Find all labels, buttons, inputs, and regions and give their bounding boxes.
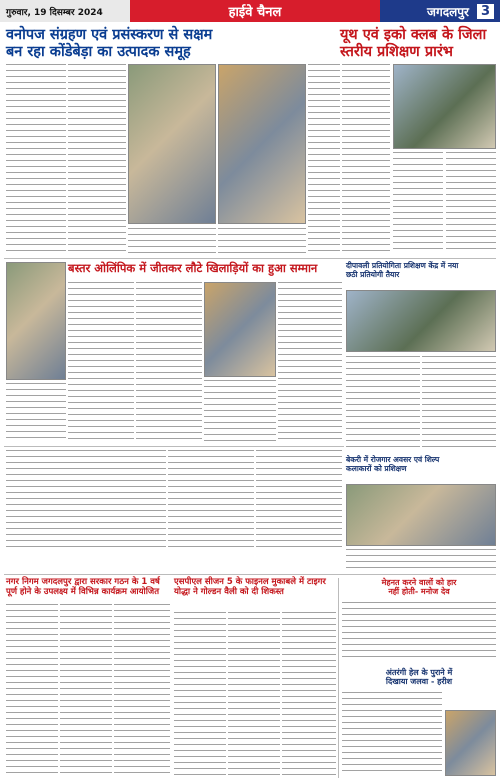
story-left-text <box>6 450 166 550</box>
story6-text-col2 <box>60 604 112 776</box>
masthead <box>0 0 500 22</box>
story1-caption-2 <box>218 228 306 256</box>
divider <box>4 574 496 575</box>
story6-text-col3 <box>114 604 170 776</box>
story4-headline-line1: दीपावली प्रतियोगिता प्रशिक्षण केंद्र में नया <box>346 261 459 270</box>
story4-headline-line2: छठी प्रतियोगी तैयार <box>346 269 400 279</box>
story5-headline-line1: बेकरी में रोजगार अवसर एवं शिल्प <box>346 455 440 464</box>
masthead-date: गुरुवार, 19 दिसम्बर 2024 <box>0 0 130 22</box>
story6-headline <box>6 578 171 598</box>
story5-text <box>346 549 496 571</box>
story4-text-col2 <box>422 356 496 452</box>
divider <box>4 446 344 447</box>
story1-text-col2 <box>68 64 126 254</box>
page-number: 3 <box>477 4 494 19</box>
masthead-title: हाईवे चैनल <box>130 0 380 22</box>
story2-headline-line1: यूथ एवं इको क्लब के जिला स्तरीय प्रशिक्षण प्रारंभ <box>340 27 487 60</box>
column-divider <box>338 578 339 778</box>
story9-photo <box>445 710 496 776</box>
story1-photo-2 <box>218 64 306 224</box>
story2-headline <box>340 27 496 60</box>
story6-headline-line1: नगर निगम जगदलपुर द्वारा सरकार गठन के 1 वर्ष <box>6 577 160 587</box>
story3-headline: बस्तर ओलिंपिक में जीतकर लौटे खिलाड़ियों का हुआ सम्मान <box>68 261 318 275</box>
story5-photo <box>346 484 496 546</box>
story7-headline <box>174 578 336 598</box>
story4-headline <box>346 262 496 279</box>
story1-caption-1 <box>128 228 216 256</box>
story3-text-col1 <box>68 282 134 442</box>
story4-photo <box>346 290 496 352</box>
story9-headline-line2: दिखाया जलवा - हरीश <box>385 677 453 687</box>
story3-photo-1 <box>6 262 66 380</box>
story2-photo <box>393 64 496 149</box>
story-mid2-text <box>256 450 342 550</box>
story3-text-col4 <box>278 282 342 442</box>
story3-photo-2 <box>204 282 276 377</box>
story9-text <box>342 692 442 776</box>
divider <box>4 258 496 259</box>
story8-headline-line1: मेहनत करने वालों को हार <box>381 578 457 587</box>
story3-caption <box>6 383 66 443</box>
story2-text-col3 <box>446 152 496 254</box>
story8-headline-line2: नहीं होती- मनोज देव <box>388 587 450 597</box>
story8-headline <box>342 578 496 596</box>
story3-text-col2 <box>136 282 202 442</box>
story3-text-col3 <box>204 380 276 442</box>
story1-headline-line1: वनोपज संग्रहण एवं प्रसंस्करण से सक्षम <box>6 27 213 43</box>
story-mid-text <box>168 450 254 550</box>
story1-headline-line2: बन रहा कोंडेबेड़ा का उत्पादक समूह <box>6 43 191 60</box>
masthead-city <box>380 0 500 22</box>
story5-headline-line2: कलाकारों को प्रशिक्षण <box>346 463 407 473</box>
story7-text-col1 <box>174 612 226 776</box>
story1-headline <box>6 27 336 60</box>
story6-text-col1 <box>6 604 58 776</box>
story7-headline-line1: एसपीएल सीजन 5 के फाइनल मुकाबले में टाइगर योद्धा ने गोल्डन वैली को दी शिकस्त <box>174 577 326 597</box>
story1-text-col3 <box>308 64 340 254</box>
story5-headline <box>346 456 496 473</box>
story4-text-col1 <box>346 356 420 452</box>
story8-text <box>342 602 496 662</box>
story9-headline <box>342 668 496 686</box>
story1-photo-1 <box>128 64 216 224</box>
story2-text-col1 <box>342 64 390 254</box>
story2-text-col2 <box>393 152 443 254</box>
story9-headline-line1: अंतरंगी हेल के पुराने में <box>385 668 453 677</box>
masthead-city-name: जगदलपुर <box>427 4 469 19</box>
story7-text-col2 <box>228 612 280 776</box>
story7-text-col3 <box>282 612 336 776</box>
story6-headline-line2: पूर्ण होने के उपलक्ष्य में विभिन्न कार्यक्रम आयोजित <box>6 586 160 597</box>
story1-text-col1 <box>6 64 66 254</box>
